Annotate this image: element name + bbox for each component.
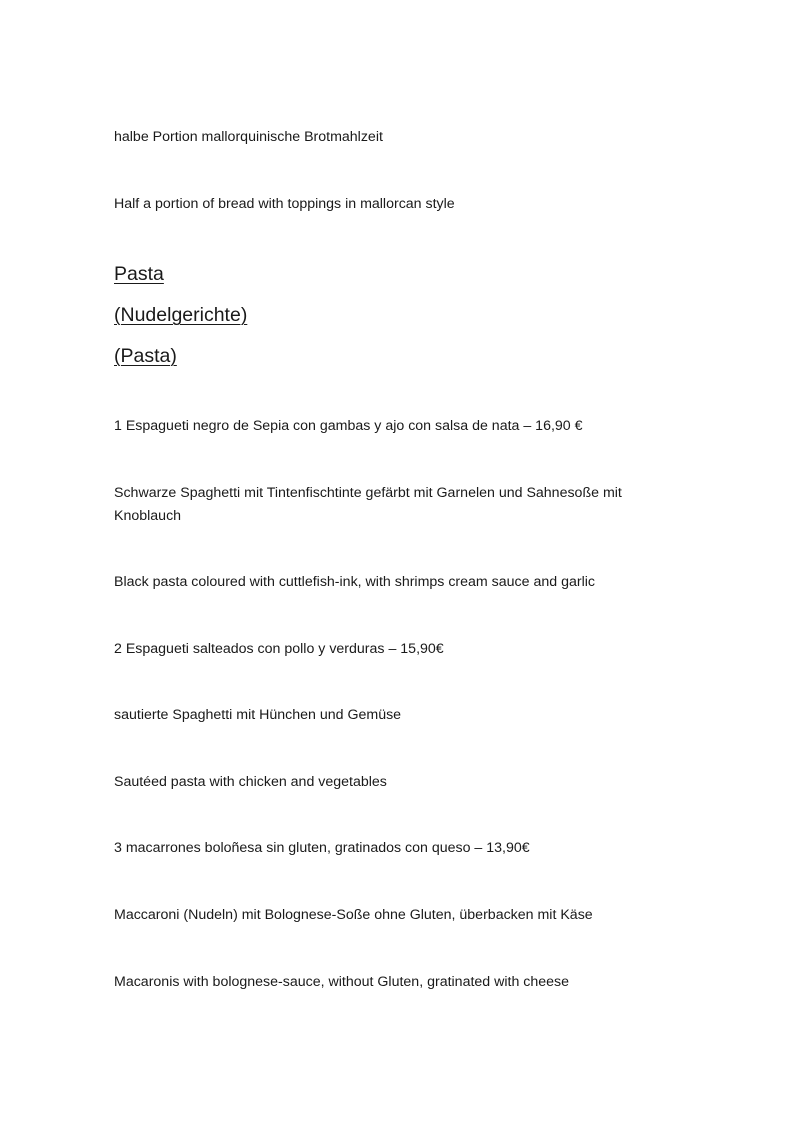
menu-item-spanish: 1 Espagueti negro de Sepia con gambas y ajo con salsa de nata – 16,90 € [114, 418, 583, 434]
menu-item-spanish: 3 macarrones boloñesa sin gluten, gratinados con queso – 13,90€ [114, 840, 530, 856]
menu-item-spanish: 2 Espagueti salteados con pollo y verduras – 15,90€ [114, 641, 444, 657]
menu-item-english: Black pasta coloured with cuttlefish-ink, with shrimps cream sauce and garlic [114, 574, 596, 590]
intro-english-text: Half a portion of bread with toppings in mallorcan style [114, 196, 455, 212]
section-subtitle-english: (Pasta) [114, 345, 177, 367]
menu-item-german: Schwarze Spaghetti mit Tintenfischtinte gefärbt mit Garnelen und Sahnesoße mit Knoblauch [114, 485, 622, 524]
menu-item-english: Sautéed pasta with chicken and vegetables [114, 774, 387, 790]
menu-item-german: Maccaroni (Nudeln) mit Bolognese-Soße ohne Gluten, überbacken mit Käse [114, 907, 593, 923]
intro-german-text: halbe Portion mallorquinische Brotmahlzeit [114, 129, 383, 145]
section-title: Pasta [114, 263, 164, 285]
menu-item-german: sautierte Spaghetti mit Hünchen und Gemüse [114, 707, 402, 723]
menu-item-english: Macaronis with bolognese-sauce, without Gluten, gratinated with cheese [114, 974, 570, 990]
section-subtitle-german: (Nudelgerichte) [114, 304, 248, 326]
